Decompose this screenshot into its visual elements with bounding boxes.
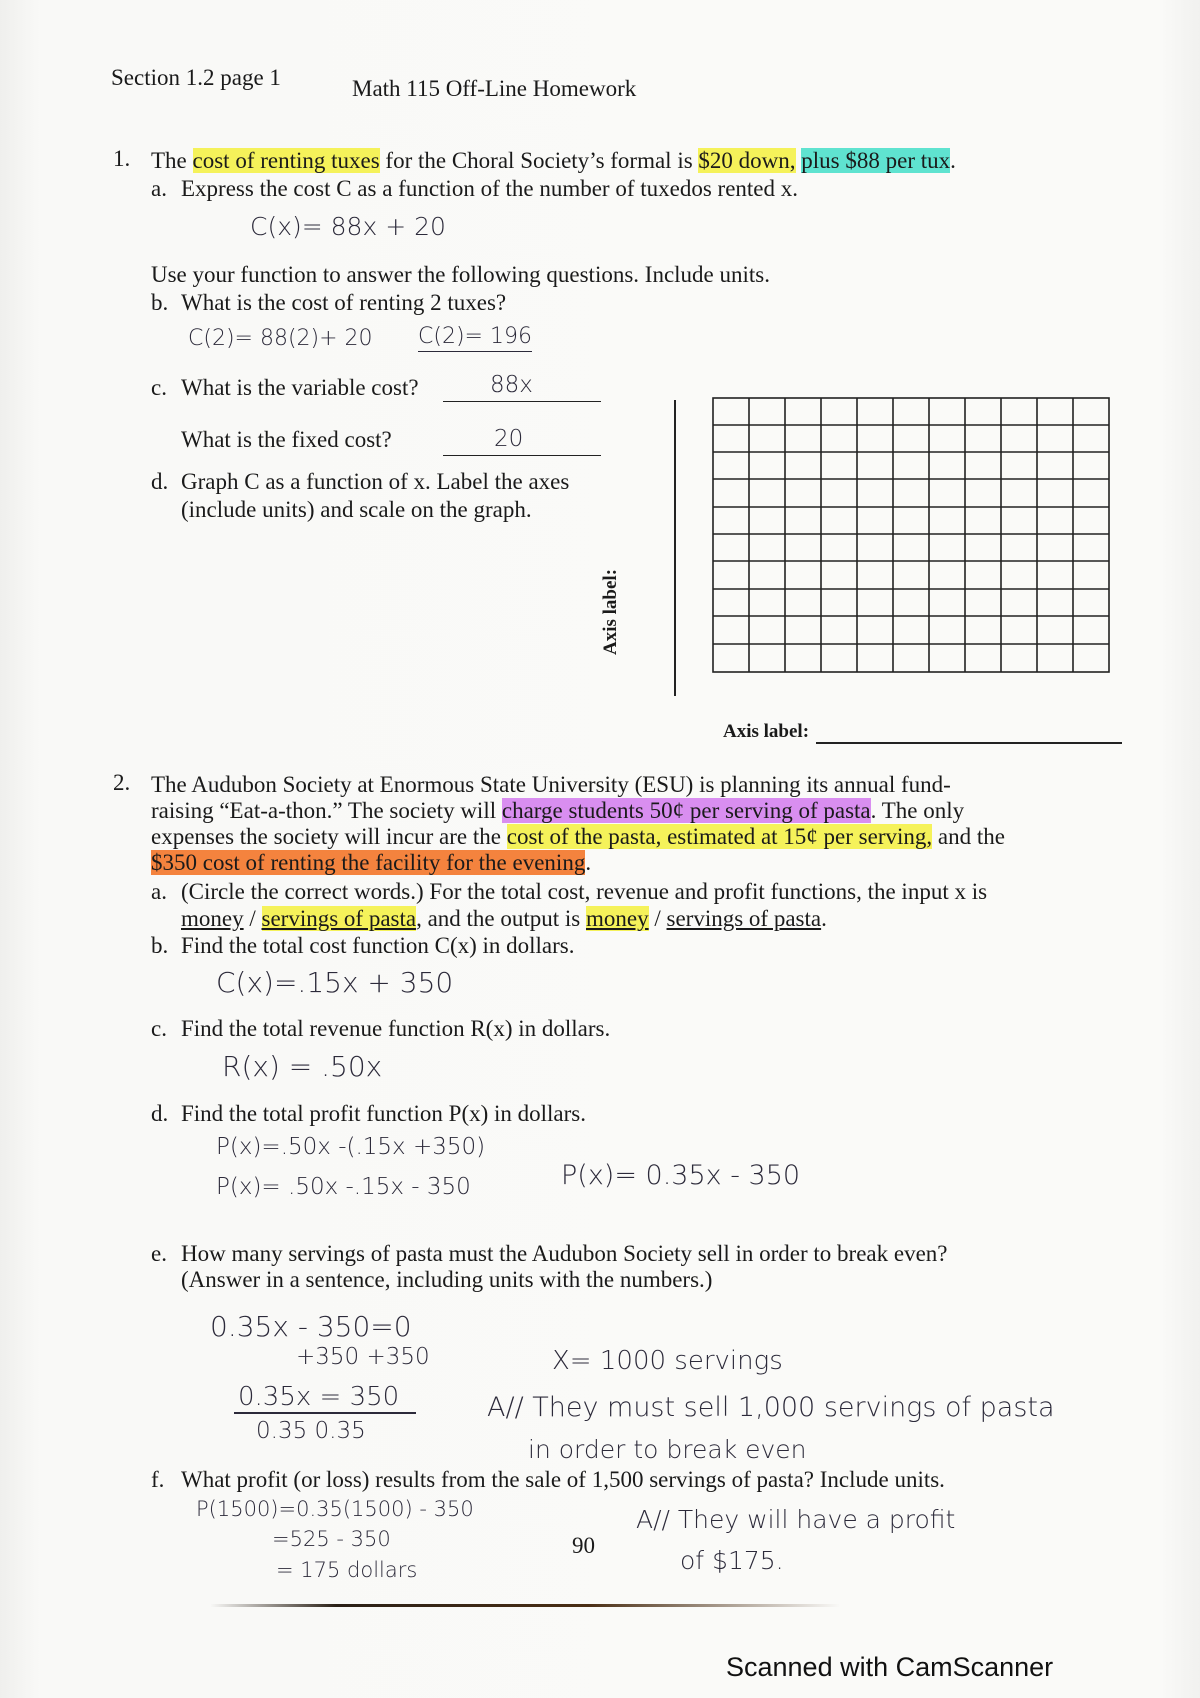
q1-intro: The cost of renting tuxes for the Choral Society’s formal is $20 down, plus $88 per tux. — [151, 148, 956, 173]
page-bottom-edge — [210, 1604, 840, 1607]
q1c-handwritten-fixed: 20 — [494, 426, 524, 452]
q2d-handwritten-answer: P(x)= 0.35x - 350 — [561, 1160, 801, 1191]
q2a-option-servings-input[interactable]: servings of pasta — [261, 906, 417, 931]
q1-highlight-per-tux: plus $88 per tux — [801, 148, 951, 173]
q2-intro-line-3: expenses the society will incur are the cost of the pasta, estimated at 15¢ per serving, and the — [151, 824, 1005, 849]
q2a-option-money-output[interactable]: money — [586, 906, 649, 931]
q2f-text: What profit (or loss) results from the sale of 1,500 servings of pasta? Include units. — [181, 1467, 945, 1492]
q2a-option-money-input[interactable]: money — [181, 906, 244, 931]
q2c-handwritten-answer: R(x) = .50x — [222, 1050, 383, 1083]
q2e-label: e. — [151, 1241, 167, 1266]
q2e-handwritten-work-1: 0.35x - 350=0 — [210, 1310, 412, 1343]
q1b-handwritten-answer: C(2)= 196 — [418, 324, 532, 352]
q2d-text: Find the total profit function P(x) in dollars. — [181, 1101, 587, 1126]
q2a-option-servings-output[interactable]: servings of pasta — [666, 906, 822, 931]
q2-intro-line-4: $350 cost of renting the facility for the evening. — [151, 850, 592, 875]
q2e-text-2: (Answer in a sentence, including units with the numbers.) — [181, 1267, 713, 1292]
q2e-text-1: How many servings of pasta must the Audubon Society sell in order to break even? — [181, 1241, 948, 1266]
camscanner-watermark: Scanned with CamScanner — [726, 1652, 1054, 1682]
q2a-label: a. — [151, 879, 167, 904]
q1b-handwritten-work: C(2)= 88(2)+ 20 — [188, 326, 373, 351]
q2e-handwritten-sentence-1: A// They must sell 1,000 servings of pasta — [487, 1392, 1055, 1423]
y-axis-label: Axis label: — [600, 568, 621, 655]
q1c-handwritten-variable: 88x — [490, 372, 533, 398]
q2d-handwritten-work-2: P(x)= .50x -.15x - 350 — [216, 1174, 471, 1200]
q2b-handwritten-answer: C(x)=.15x + 350 — [216, 966, 454, 999]
q1c-fixed-text: What is the fixed cost? — [181, 427, 392, 452]
q2-highlight-facility: $350 cost of renting the facility for the evening — [151, 850, 586, 875]
q2e-handwritten-work-3: 0.35x = 350 — [238, 1382, 400, 1412]
q2a-options: money / servings of pasta, and the output is money / servings of pasta. — [181, 906, 827, 931]
q1a-label: a. — [151, 176, 167, 201]
q2d-handwritten-work-1: P(x)=.50x -(.15x +350) — [216, 1134, 486, 1160]
blank-graph-grid — [712, 397, 1110, 673]
q2e-handwritten-result: X= 1000 servings — [552, 1346, 783, 1376]
grid-lines — [713, 398, 1109, 672]
q2f-handwritten-sentence-2: of $175. — [680, 1546, 784, 1575]
q2-highlight-pasta-cost: cost of the pasta, estimated at 15¢ per serving, — [506, 824, 933, 849]
q2e-handwritten-work-2: +350 +350 — [296, 1344, 430, 1370]
q1d-text-1: Graph C as a function of x. Label the axes — [181, 469, 570, 494]
q1b-text: What is the cost of renting 2 tuxes? — [181, 290, 507, 315]
q2-intro-line-1: The Audubon Society at Enormous State University (ESU) is planning its annual fund- — [151, 772, 951, 797]
q1c-variable-blank — [443, 401, 601, 402]
q2a-text: (Circle the correct words.) For the total cost, revenue and profit functions, the input x is — [181, 879, 988, 904]
q2c-label: c. — [151, 1016, 167, 1041]
q2f-handwritten-work-3: = 175 dollars — [276, 1558, 418, 1582]
q2-intro-line-2: raising “Eat-a-thon.” The society will charge students 50¢ per serving of pasta. The only — [151, 798, 965, 823]
x-axis-label: Axis label: — [723, 721, 810, 742]
course-title: Math 115 Off-Line Homework — [352, 76, 637, 101]
q1d-text-2: (include units) and scale on the graph. — [181, 497, 532, 522]
q2-highlight-charge: charge students 50¢ per serving of pasta — [501, 798, 871, 823]
q2f-handwritten-work-2: =525 - 350 — [272, 1527, 391, 1551]
q2d-label: d. — [151, 1101, 169, 1126]
q1-highlight-cost: cost of renting tuxes — [192, 148, 380, 173]
q1a-handwritten-answer: C(x)= 88x + 20 — [250, 212, 446, 241]
q1c-label: c. — [151, 375, 167, 400]
q2f-handwritten-work-1: P(1500)=0.35(1500) - 350 — [196, 1497, 474, 1521]
q2e-handwritten-work-4: 0.35 0.35 — [256, 1418, 366, 1444]
q1a-text: Express the cost C as a function of the number of tuxedos rented x. — [181, 176, 799, 201]
q2f-label: f. — [151, 1467, 165, 1492]
q1b-label: b. — [151, 290, 169, 315]
q1c-text: What is the variable cost? — [181, 375, 419, 400]
q2e-fraction-bar — [234, 1412, 416, 1414]
page-number: 90 — [572, 1533, 595, 1558]
q1-highlight-down: $20 down, — [698, 148, 796, 173]
q1-number: 1. — [113, 146, 131, 171]
q1d-label: d. — [151, 469, 169, 494]
q2f-handwritten-sentence-1: A// They will have a profit — [636, 1505, 956, 1534]
q2c-text: Find the total revenue function R(x) in dollars. — [181, 1016, 611, 1041]
q1-use-function-text: Use your function to answer the following questions. Include units. — [151, 262, 770, 287]
q2b-label: b. — [151, 933, 169, 958]
y-axis-label-blank — [674, 400, 676, 696]
x-axis-label-blank — [816, 742, 1122, 744]
q2e-handwritten-sentence-2: in order to break even — [528, 1435, 807, 1464]
q1c-fixed-blank — [443, 455, 601, 456]
section-label: Section 1.2 page 1 — [111, 65, 281, 90]
q2b-text: Find the total cost function C(x) in dollars. — [181, 933, 575, 958]
q2-number: 2. — [113, 770, 131, 795]
